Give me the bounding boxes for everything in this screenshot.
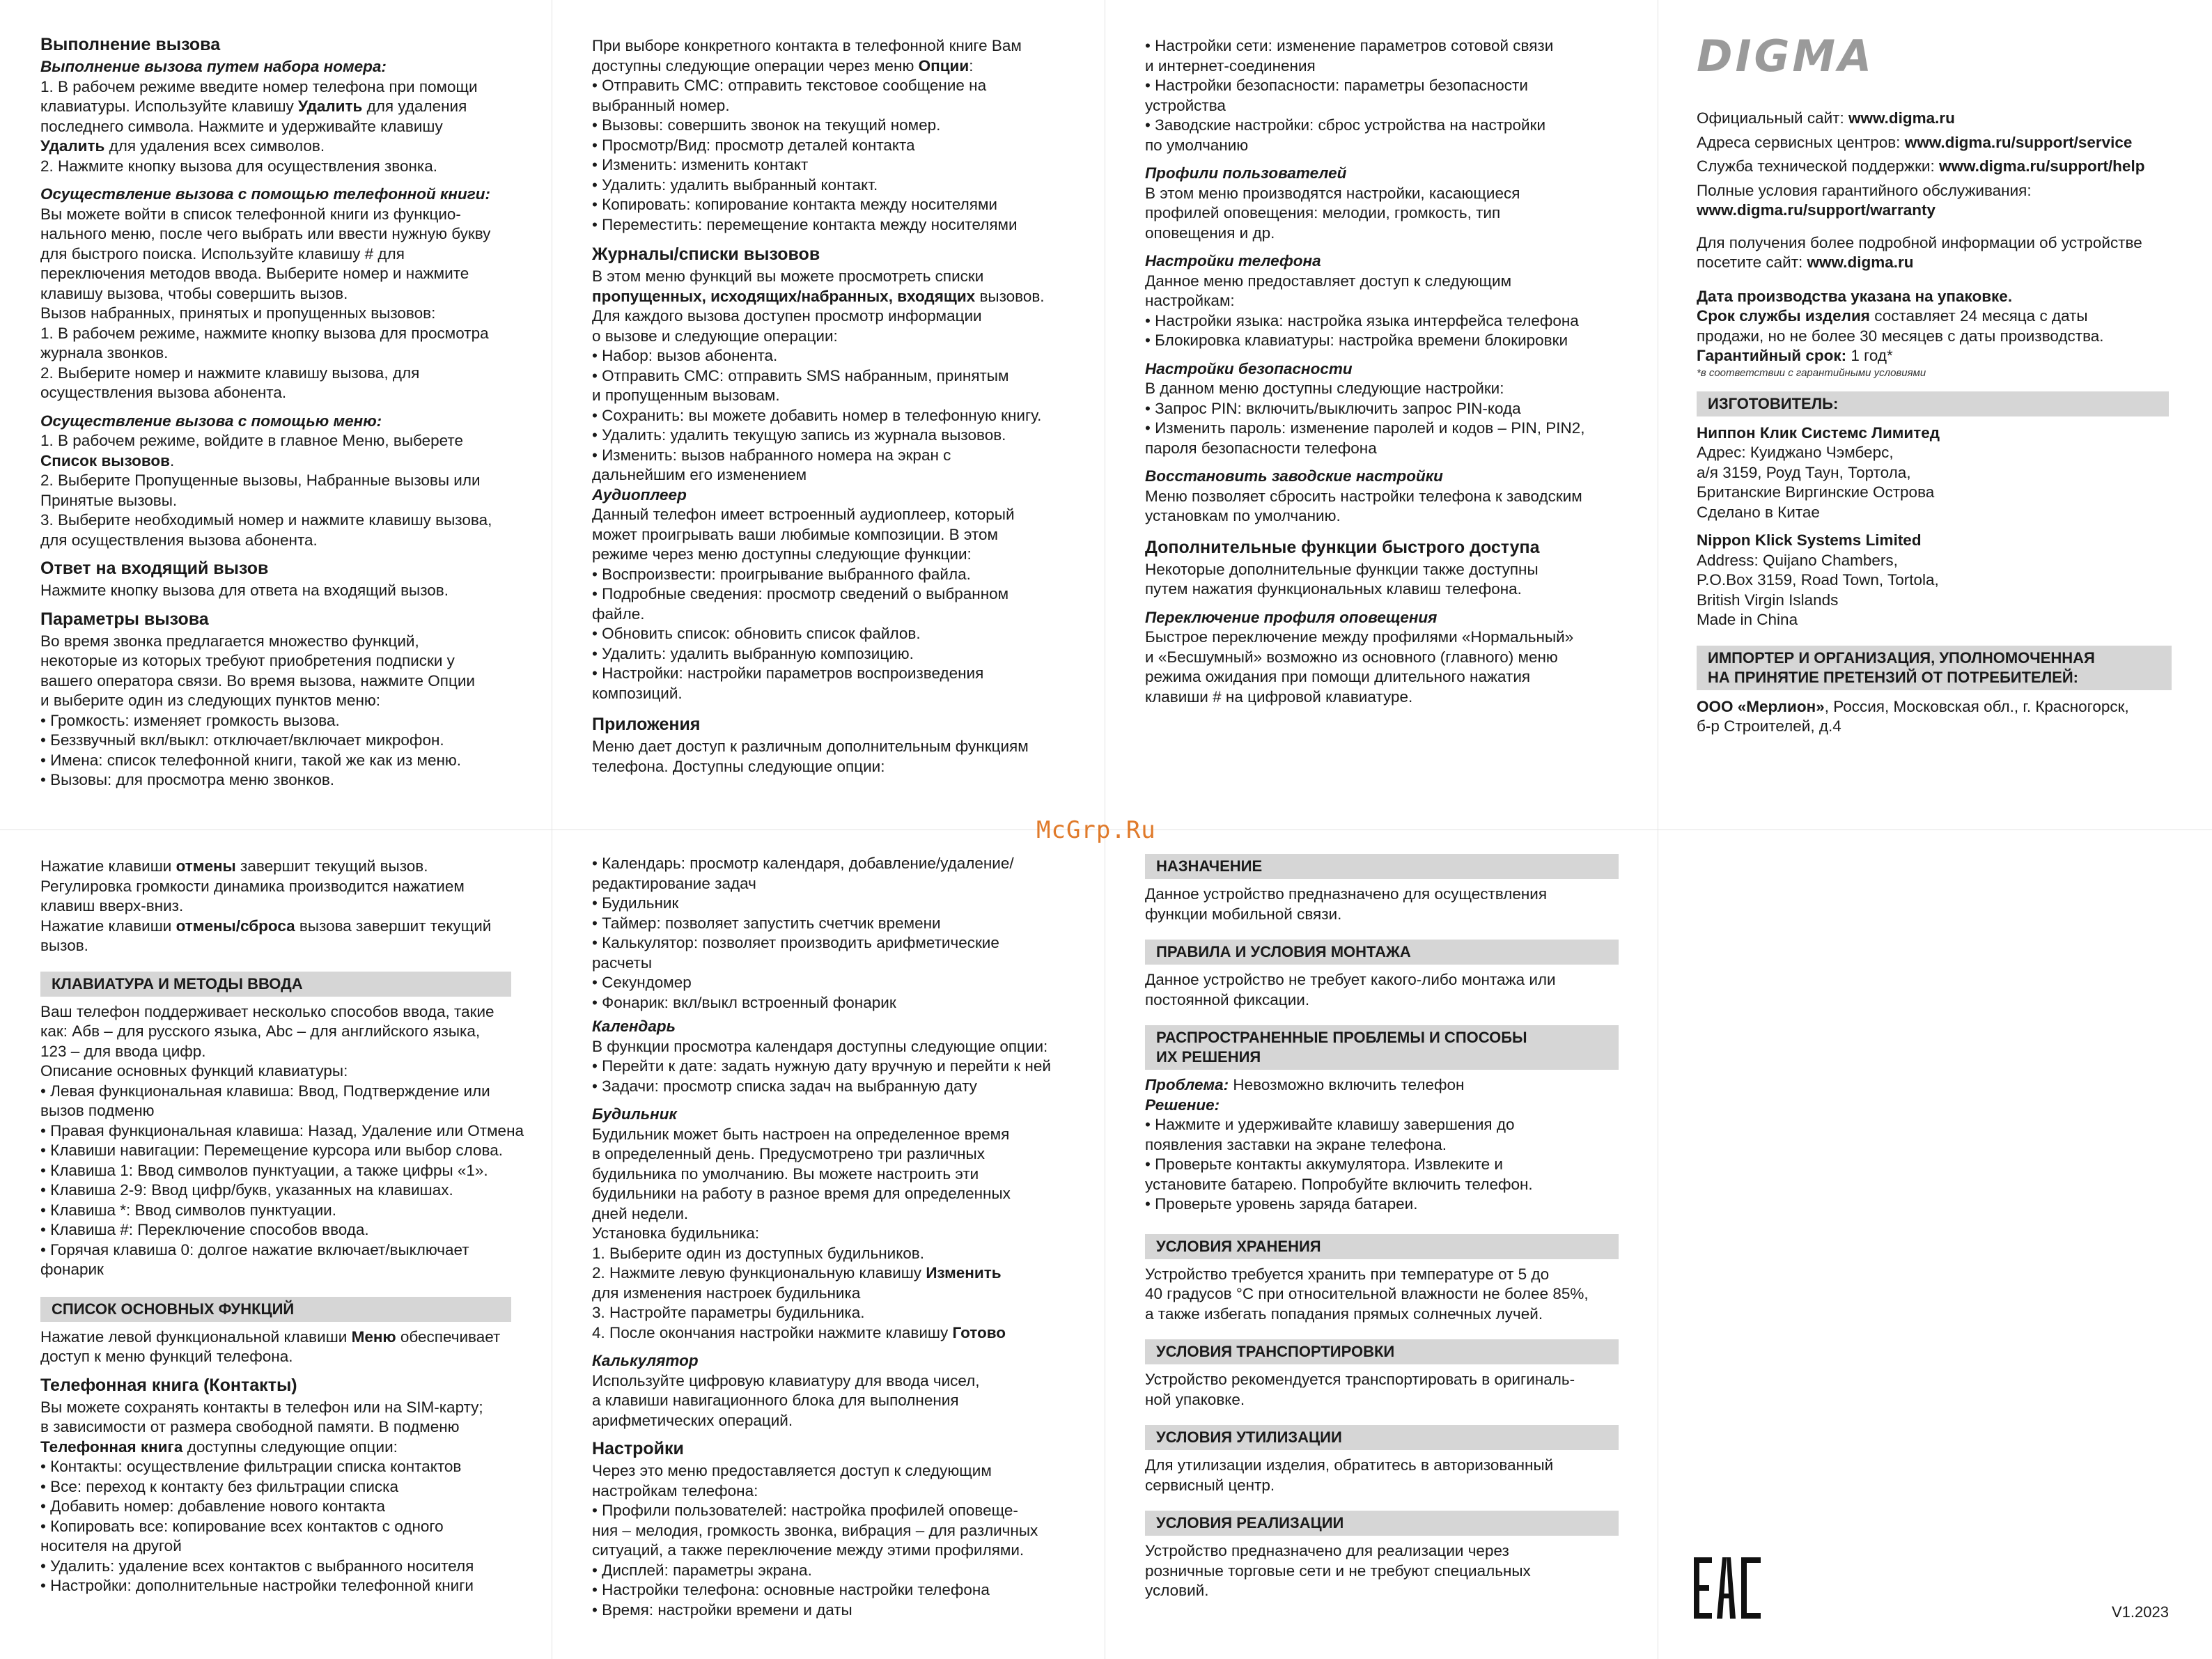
text-line: Вызов набранных, принятых и пропущенных вызовов: <box>40 304 436 322</box>
guarantee-footnote: *в соответствии с гарантийными условиями <box>1697 366 1926 379</box>
text-line: по умолчанию <box>1145 136 1249 154</box>
support-line: Служба технической поддержки: www.digma.ru/support/help <box>1697 157 2145 175</box>
manufacturer-name-en: Nippon Klick Systems Limited <box>1697 531 1922 549</box>
mount-bar: ПРАВИЛА И УСЛОВИЯ МОНТАЖА <box>1145 940 1619 965</box>
text-line: установкам по умолчанию. <box>1145 507 1341 524</box>
text-line: • Удалить: удалить выбранный контакт. <box>592 176 878 194</box>
subheading-phonebook-call: Осуществление вызова с помощью телефонной книги: <box>40 185 490 203</box>
text-line: Через это меню предоставляется доступ к следующим <box>592 1462 992 1479</box>
text-line: Нажатие клавиши отмены завершит текущий вызов. <box>40 857 428 875</box>
official-site-line: Официальный сайт: www.digma.ru <box>1697 109 1955 127</box>
text-line: будильника по умолчанию. Вы можете настроить эти <box>592 1165 979 1183</box>
text-line: • Имена: список телефонной книги, такой же как из меню. <box>40 751 462 769</box>
text-line: Данное устройство не требует какого-либо монтажа или <box>1145 971 1556 988</box>
text-line: ния – мелодия, громкость звонка, вибрация – для различных <box>592 1521 1038 1539</box>
text-line: • Проверьте уровень заряда батареи. <box>1145 1195 1418 1213</box>
text-block <box>1145 36 1641 155</box>
text-line: • Все: переход к контакту без фильтрации списка <box>40 1477 398 1495</box>
text-line: настройкам: <box>1145 292 1235 309</box>
warranty-link[interactable]: www.digma.ru/support/warranty <box>1697 201 1936 219</box>
text-line: В этом меню функций вы можете просмотреть списки <box>592 267 984 285</box>
importer-bar: ИМПОРТЕР И ОРГАНИЗАЦИЯ, УПОЛНОМОЧЕННАЯ НА ПРИНЯТИЕ ПРЕТЕНЗИЙ ОТ ПОТРЕБИТЕЛЕЙ: <box>1697 646 2172 690</box>
service-centers-line: Адреса сервисных центров: www.digma.ru/support/service <box>1697 133 2133 151</box>
text-line: • Клавиши навигации: Перемещение курсора или выбор слова. <box>40 1142 504 1159</box>
text-line: может проигрывать ваши любимые композиции. В этом <box>592 525 998 543</box>
text-line: 40 градусов °С при относительной влажности не более 85%, <box>1145 1285 1589 1302</box>
panel-brand-info <box>1697 31 2177 737</box>
text-line: ситуаций, а также переключение между этими профилями. <box>592 1541 1025 1559</box>
text-line: доступ к меню функций телефона. <box>40 1348 293 1365</box>
panel-conditions <box>1145 854 1633 1601</box>
text-line: пароля безопасности телефона <box>1145 439 1377 457</box>
text-line: • Обновить список: обновить список файлов. <box>592 625 921 642</box>
text-line: пропущенных, исходящих/набранных, входящих вызовов. <box>592 287 1045 305</box>
text-line: Данное устройство предназначено для осуществления <box>1145 885 1548 903</box>
text-line: 3. Настройте параметры будильника. <box>592 1304 865 1321</box>
text-line: телефона. Доступны следующие опции: <box>592 757 885 775</box>
text-line: для осуществления вызова абонента. <box>40 531 318 549</box>
text-line: Меню дает доступ к различным дополнительным функциям <box>592 738 1029 755</box>
text-line: арифметических операций. <box>592 1411 793 1429</box>
text-line: P.O.Box 3159, Road Town, Tortola, <box>1697 571 1939 589</box>
text-line: последнего символа. Нажмите и удерживайте клавишу <box>40 117 443 135</box>
text-line: путем нажатия функциональных клавиш телефона. <box>1145 580 1522 598</box>
text-line: Вы можете сохранять контакты в телефон или на SIM-карту; <box>40 1398 483 1416</box>
text-line: композиций. <box>592 684 683 702</box>
text-line: При выборе конкретного контакта в телефонной книге Вам <box>592 37 1022 54</box>
text-line: Устройство рекомендуется транспортировать в оригиналь- <box>1145 1371 1575 1388</box>
manufacturer-address-ru <box>1697 443 2177 522</box>
text-line: и «Бесшумный» возможно из основного (главного) меню <box>1145 648 1558 666</box>
text-line: Описание основных функций клавиатуры: <box>40 1062 348 1080</box>
text-line: устройства <box>1145 96 1226 114</box>
subheading-phone-settings: Настройки телефона <box>1145 252 1321 270</box>
text-block <box>1145 628 1641 707</box>
info-site-link[interactable]: www.digma.ru <box>1807 254 1914 271</box>
text-line: 4. После окончания настройки нажмите клавишу Готово <box>592 1323 1006 1341</box>
production-date-note: Дата производства указана на упаковке. <box>1697 287 2013 305</box>
heading-settings: Настройки <box>592 1439 684 1458</box>
warranty-label: Полные условия гарантийного обслуживания: <box>1697 181 2032 199</box>
text-block <box>592 306 1086 485</box>
text-line: нального меню, после чего выбрать или ввести нужную букву <box>40 225 491 242</box>
text-block <box>592 854 1088 1013</box>
text-line: вызов. <box>40 937 88 954</box>
text-line: Made in China <box>1697 611 1798 628</box>
text-line: • Переместить: перемещение контакта между носителями <box>592 215 1018 233</box>
problem-line: Проблема: Невозможно включить телефон <box>1145 1076 1465 1093</box>
subheading-menu-call: Осуществление вызова с помощью меню: <box>40 412 382 430</box>
text-line: доступны следующие операции через меню Опции: <box>592 56 974 75</box>
text-line: в зависимости от размера свободной памяти. В подменю <box>40 1418 460 1435</box>
text-line: Нажатие левой функциональной клавиши Меню обеспечивает <box>40 1327 501 1346</box>
text-line: ной упаковке. <box>1145 1390 1245 1408</box>
text-line: постоянной фиксации. <box>1145 990 1310 1008</box>
text-line: • Заводские настройки: сброс устройства на настройки <box>1145 116 1546 134</box>
text-block <box>40 1457 536 1596</box>
subheading-audioplayer: Аудиоплеер <box>592 485 687 504</box>
text-line: • Удалить: удалить текущую запись из журнала вызовов. <box>592 426 1006 444</box>
text-line: вызов подменю <box>40 1102 155 1119</box>
text-block <box>592 1461 1088 1620</box>
service-life: Срок службы изделия составляет 24 месяца с даты <box>1697 307 2088 325</box>
panel-keyboard <box>40 857 536 1596</box>
text-line: British Virgin Islands <box>1697 591 1839 609</box>
text-line: профилей оповещения: мелодии, громкость, тип <box>1145 204 1501 221</box>
text-line: • Блокировка клавиатуры: настройка времени блокировки <box>1145 332 1568 349</box>
heading-call-logs: Журналы/списки вызовов <box>592 244 820 264</box>
text-block <box>1145 885 1633 924</box>
text-line: файле. <box>592 605 645 623</box>
text-line: Некоторые дополнительные функции также доступны <box>1145 560 1539 578</box>
text-line: расчеты <box>592 953 652 972</box>
heading-quick-access: Дополнительные функции быстрого доступа <box>1145 537 1540 557</box>
text-block <box>40 632 535 790</box>
text-line: условий. <box>1145 1582 1209 1599</box>
text-line: а клавиши навигационного блока для выполнения <box>592 1392 959 1409</box>
text-line: • Сохранить: вы можете добавить номер в телефонную книгу. <box>592 406 1042 424</box>
text-line: Быстрое переключение между профилями «Нормальный» <box>1145 628 1574 646</box>
text-line: Устройство предназначено для реализации через <box>1145 1542 1509 1559</box>
keyboard-bar: КЛАВИАТУРА И МЕТОДЫ ВВОДА <box>40 972 511 997</box>
panel-contacts-logs <box>592 36 1086 777</box>
text-line: настройкам телефона: <box>592 1481 758 1500</box>
subheading-dial: Выполнение вызова путем набора номера: <box>40 58 387 75</box>
text-block <box>1145 560 1641 600</box>
text-line: • Изменить: вызов набранного номера на экран с <box>592 446 951 464</box>
text-line: журнала звонков. <box>40 344 169 361</box>
text-line: • Будильник <box>592 894 679 912</box>
text-line: • Громкость: изменяет громкость вызова. <box>40 711 340 729</box>
text-line: а также избегать попадания прямых солнечных лучей. <box>1145 1304 1543 1323</box>
text-line: клавиш вверх-вниз. <box>40 897 184 914</box>
text-line: Регулировка громкости динамика производится нажатием <box>40 877 465 895</box>
text-line: • Копировать все: копирование всех контактов с одного <box>40 1517 444 1535</box>
text-block <box>1145 1370 1633 1410</box>
text-line: • Настройки телефона: основные настройки телефона <box>592 1581 990 1598</box>
heading-apps: Приложения <box>592 715 701 734</box>
panel-calls <box>40 33 535 790</box>
text-line: Вы можете войти в список телефонной книги из функцио- <box>40 205 461 223</box>
text-line: • Таймер: позволяет запустить счетчик времени <box>592 914 941 932</box>
text-line: • Перейти к дате: задать нужную дату вручную и перейти к ней <box>592 1057 1051 1075</box>
text-line: • Календарь: просмотр календаря, добавление/удаление/ <box>592 855 1014 872</box>
text-line: Для получения более подробной информации об устройстве <box>1697 233 2142 251</box>
text-line: • Нажмите и удерживайте клавишу завершения до <box>1145 1116 1515 1133</box>
text-line: носителя на другой <box>40 1537 182 1555</box>
text-line: • Профили пользователей: настройка профилей оповеще- <box>592 1502 1018 1519</box>
purpose-bar: НАЗНАЧЕНИЕ <box>1145 854 1619 879</box>
text-line: • Удалить: удаление всех контактов с выбранного носителя <box>40 1557 474 1575</box>
text-line: а/я 3159, Роуд Таун, Тортола, <box>1697 463 1911 481</box>
text-line: • Изменить: изменить контакт <box>592 156 809 173</box>
text-line: • Калькулятор: позволяет производить арифметические <box>592 934 999 951</box>
text-line: фонарик <box>40 1261 104 1278</box>
text-line: • Задачи: просмотр списка задач на выбранную дату <box>592 1077 977 1095</box>
text-line: • Горячая клавиша 0: долгое нажатие включает/выключает <box>40 1240 469 1259</box>
text-line: посетите сайт: www.digma.ru <box>1697 254 1914 271</box>
text-block <box>1145 970 1633 1010</box>
subheading-security: Настройки безопасности <box>1145 359 1353 377</box>
subheading-alarm: Будильник <box>592 1105 677 1123</box>
text-line: В этом меню производятся настройки, касающиеся <box>1145 184 1520 202</box>
text-line: Используйте цифровую клавиатуру для ввода чисел, <box>592 1371 980 1389</box>
guarantee: Гарантийный срок: 1 год* <box>1697 347 1893 364</box>
eac-mark-icon <box>1694 1557 1761 1619</box>
text-line: функции мобильной связи. <box>1145 905 1342 923</box>
text-line: вашего оператора связи. Во время вызова, нажмите Опции <box>40 671 475 690</box>
text-line: 1. В рабочем режиме, нажмите кнопку вызова для просмотра <box>40 324 489 342</box>
text-line: • Отправить СМС: отправить SMS набранным, принятым <box>592 366 1009 384</box>
storage-bar: УСЛОВИЯ ХРАНЕНИЯ <box>1145 1234 1619 1259</box>
text-line: Для утилизации изделия, обратитесь в авторизованный <box>1145 1456 1554 1474</box>
text-line: Ваш телефон поддерживает несколько способов ввода, такие <box>40 1002 494 1020</box>
heading-call-params: Параметры вызова <box>40 609 209 629</box>
text-line: и интернет-соединения <box>1145 56 1316 75</box>
text-line: Британские Виргинские Острова <box>1697 483 1935 501</box>
text-line: 2. Нажмите кнопку вызова для осуществления звонка. <box>40 157 438 175</box>
text-line: 1. В рабочем режиме, войдите в главное Меню, выберете <box>40 432 463 449</box>
heading-phonebook: Телефонная книга (Контакты) <box>40 1375 297 1395</box>
text-line: клавишу вызова, чтобы совершить вызов. <box>40 284 348 302</box>
text-line: продажи, но не более 30 месяцев с даты производства. <box>1697 327 2104 345</box>
text-line: дней недели. <box>592 1204 689 1222</box>
service-centers-link[interactable]: www.digma.ru/support/service <box>1904 133 2133 151</box>
text-line: Телефонная книга доступны следующие опции: <box>40 1438 398 1456</box>
disposal-bar: УСЛОВИЯ УТИЛИЗАЦИИ <box>1145 1425 1619 1450</box>
manufacturer-address-en <box>1697 551 2177 630</box>
subheading-calculator: Калькулятор <box>592 1352 699 1369</box>
heading-call: Выполнение вызова <box>40 35 221 54</box>
text-line: Во время звонка предлагается множество функций, <box>40 632 419 650</box>
text-block <box>40 205 535 403</box>
text-line: Принятые вызовы. <box>40 491 178 509</box>
text-line: Нажмите кнопку вызова для ответа на входящий вызов. <box>40 582 449 599</box>
text-line: Устройство требуется хранить при температуре от 5 до <box>1145 1265 1550 1283</box>
text-line: 123 – для ввода цифр. <box>40 1042 206 1060</box>
text-block <box>1145 1115 1633 1215</box>
text-line: 2. Нажмите левую функциональную клавишу Изменить <box>592 1264 1002 1282</box>
text-line: • Подробные сведения: просмотр сведений о выбранном <box>592 585 1009 602</box>
text-line: Данный телефон имеет встроенный аудиоплеер, который <box>592 506 1015 523</box>
panel-apps <box>592 854 1088 1620</box>
text-line: • Правая функциональная клавиша: Назад, Удаление или Отмена <box>40 1121 524 1139</box>
text-line: • Время: настройки времени и даты <box>592 1600 852 1619</box>
importer-line: ООО «Мерлион», Россия, Московская обл., г. Красногорск, <box>1697 697 2129 715</box>
text-line: 2. Выберите Пропущенные вызовы, Набранные вызовы или <box>40 472 481 489</box>
text-line: и пропущенным вызовам. <box>592 387 780 404</box>
text-line: • Вызовы: совершить звонок на текущий номер. <box>592 116 941 134</box>
text-line: режиме через меню доступны следующие функции: <box>592 545 972 563</box>
text-line: • Настройки языка: настройка языка интерфейса телефона <box>1145 311 1579 329</box>
text-block <box>592 1371 1088 1431</box>
text-line: • Удалить: удалить выбранную композицию. <box>592 644 914 662</box>
text-line: 3. Выберите необходимый номер и нажмите клавишу вызова, <box>40 511 492 529</box>
text-block <box>40 471 535 550</box>
text-block <box>1145 1265 1633 1325</box>
text-line: • Настройки: дополнительные настройки телефонной книги <box>40 1577 474 1594</box>
official-site-link[interactable]: www.digma.ru <box>1848 109 1955 127</box>
text-line: Нажатие клавиши отмены/сброса вызова завершит текущий <box>40 917 492 935</box>
text-line: • Копировать: копирование контакта между носителями <box>592 196 997 213</box>
text-line: Данное меню предоставляет доступ к следующим <box>1145 272 1512 290</box>
text-line: • Изменить пароль: изменение паролей и кодов – PIN, PIN2, <box>1145 419 1585 437</box>
text-line: • Проверьте контакты аккумулятора. Извлеките и <box>1145 1155 1503 1173</box>
text-line: Address: Quijano Chambers, <box>1697 551 1898 569</box>
text-line: переключения методов ввода. Выберите номер и нажмите <box>40 265 469 282</box>
text-line: сервисный центр. <box>1145 1476 1275 1494</box>
text-line: • Левая функциональная клавиша: Ввод, Подтверждение или <box>40 1082 490 1100</box>
text-block <box>1145 1456 1633 1495</box>
text-line: клавиши # на цифровой клавиатуре. <box>1145 687 1413 706</box>
text-line: как: Абв – для русского языка, Abc – для английского языка, <box>40 1022 481 1040</box>
text-line: некоторые из которых требуют приобретения подписки у <box>40 652 455 669</box>
text-block <box>592 505 1086 703</box>
text-line: • Настройки сети: изменение параметров сотовой связи <box>1145 37 1554 54</box>
text-line: Установка будильника: <box>592 1224 760 1242</box>
text-block <box>592 1037 1088 1097</box>
text-line: Список вызовов. <box>40 451 175 469</box>
text-line: Сделано в Китае <box>1697 503 1820 521</box>
text-line: установите батарею. Попробуйте включить телефон. <box>1145 1175 1533 1193</box>
text-line: оповещения и др. <box>1145 224 1275 242</box>
text-line: • Контакты: осуществление фильтрации списка контактов <box>40 1458 462 1475</box>
text-block <box>1145 379 1641 458</box>
text-line: и выберите один из следующих пунктов меню: <box>40 692 381 709</box>
text-block <box>592 76 1086 235</box>
text-line: • Настройки: настройки параметров воспроизведения <box>592 664 984 682</box>
transport-bar: УСЛОВИЯ ТРАНСПОРТИРОВКИ <box>1145 1339 1619 1364</box>
subheading-restore: Восстановить заводские настройки <box>1145 467 1443 485</box>
text-line: • Просмотр/Вид: просмотр деталей контакта <box>592 136 915 154</box>
text-line: • Запрос PIN: включить/выключить запрос PIN-кода <box>1145 399 1521 417</box>
support-link[interactable]: www.digma.ru/support/help <box>1939 157 2145 175</box>
text-block <box>592 1125 1088 1264</box>
text-line: Будильник может быть настроен на определенное время <box>592 1125 1010 1143</box>
subheading-profiles: Профили пользователей <box>1145 164 1347 182</box>
text-line: • Вызовы: для просмотра меню звонков. <box>40 771 335 788</box>
text-line: 2. Выберите номер и нажмите клавишу вызова, для <box>40 364 420 382</box>
manufacturer-bar: ИЗГОТОВИТЕЛЬ: <box>1697 391 2169 416</box>
digma-logo: DIGMA <box>1697 31 1875 81</box>
text-block <box>1145 487 1641 527</box>
text-line: • Воспроизвести: проигрывание выбранного файла. <box>592 565 971 583</box>
text-line: • Секундомер <box>592 974 692 991</box>
text-line: • Беззвучный вкл/выкл: отключает/включает микрофон. <box>40 731 444 749</box>
text-line: появления заставки на экране телефона. <box>1145 1135 1447 1153</box>
text-line: • Клавиша #: Переключение способов ввода. <box>40 1221 369 1238</box>
text-line: б-р Строителей, д.4 <box>1697 717 1841 735</box>
text-block <box>1145 1541 1633 1601</box>
text-block <box>592 737 1086 777</box>
panel-settings <box>1145 36 1641 707</box>
text-line: розничные торговые сети и не требуют специальных <box>1145 1561 1531 1580</box>
solution-label: Решение: <box>1145 1096 1220 1114</box>
text-line: Меню позволяет сбросить настройки телефона к заводским <box>1145 487 1582 505</box>
text-line: режима ожидания при помощи длительного нажатия <box>1145 668 1531 685</box>
text-line: редактирование задач <box>592 874 756 892</box>
document-version: V1.2023 <box>2112 1603 2169 1621</box>
text-line: в определенный день. Предусмотрено три различных <box>592 1145 985 1162</box>
text-block <box>1145 184 1641 244</box>
text-line: • Фонарик: вкл/выкл встроенный фонарик <box>592 993 896 1011</box>
manufacturer-name-ru: Ниппон Клик Системс Лимитед <box>1697 423 1940 442</box>
text-line: Для каждого вызова доступен просмотр информации <box>592 307 982 325</box>
text-block <box>1145 272 1641 351</box>
text-line: дальнейшим его изменением <box>592 466 807 483</box>
text-line: • Клавиша 1: Ввод символов пунктуации, а также цифры «1». <box>40 1161 488 1179</box>
text-line: В данном меню доступны следующие настройки: <box>1145 380 1504 397</box>
text-line: выбранный номер. <box>592 96 730 114</box>
text-line: 1. В рабочем режиме введите номер телефона при помощи <box>40 77 478 95</box>
text-line: • Дисплей: параметры экрана. <box>592 1561 812 1579</box>
subheading-profile-switch: Переключение профиля оповещения <box>1145 608 1438 626</box>
text-line: клавиатуры. Используйте клавишу Удалить для удаления <box>40 98 467 115</box>
text-line: • Настройки безопасности: параметры безопасности <box>1145 77 1528 94</box>
text-line: • Отправить СМС: отправить текстовое сообщение на <box>592 77 987 94</box>
heading-answer: Ответ на входящий вызов <box>40 559 269 578</box>
functions-bar: СПИСОК ОСНОВНЫХ ФУНКЦИЙ <box>40 1297 511 1322</box>
text-line: для изменения настроек будильника <box>592 1284 861 1302</box>
subheading-calendar: Календарь <box>592 1018 676 1035</box>
watermark: McGrp.Ru <box>1036 816 1156 844</box>
text-line: осуществления вызова абонента. <box>40 384 287 401</box>
text-line: о вызове и следующие операции: <box>592 327 838 345</box>
text-line: В функции просмотра календаря доступны следующие опции: <box>592 1037 1048 1055</box>
text-line: • Клавиша 2-9: Ввод цифр/букв, указанных на клавишах. <box>40 1181 453 1199</box>
text-line: Удалить для удаления всех символов. <box>40 137 325 155</box>
sales-bar: УСЛОВИЯ РЕАЛИЗАЦИИ <box>1145 1511 1619 1536</box>
text-line: для быстрого поиска. Используйте клавишу # для <box>40 244 405 263</box>
text-line: • Добавить номер: добавление нового контакта <box>40 1497 386 1515</box>
problems-bar: РАСПРОСТРАНЕННЫЕ ПРОБЛЕМЫ И СПОСОБЫ ИХ РЕШЕНИЯ <box>1145 1025 1619 1070</box>
text-block <box>40 1002 536 1280</box>
text-line: • Клавиша *: Ввод символов пунктуации. <box>40 1201 336 1219</box>
text-line: Адрес: Куиджано Чэмберс, <box>1697 444 1894 461</box>
text-line: будильники на работу в разное время для определенных <box>592 1185 1011 1202</box>
text-line: 1. Выберите один из доступных будильников. <box>592 1244 925 1262</box>
text-line: • Набор: вызов абонента. <box>592 347 778 364</box>
